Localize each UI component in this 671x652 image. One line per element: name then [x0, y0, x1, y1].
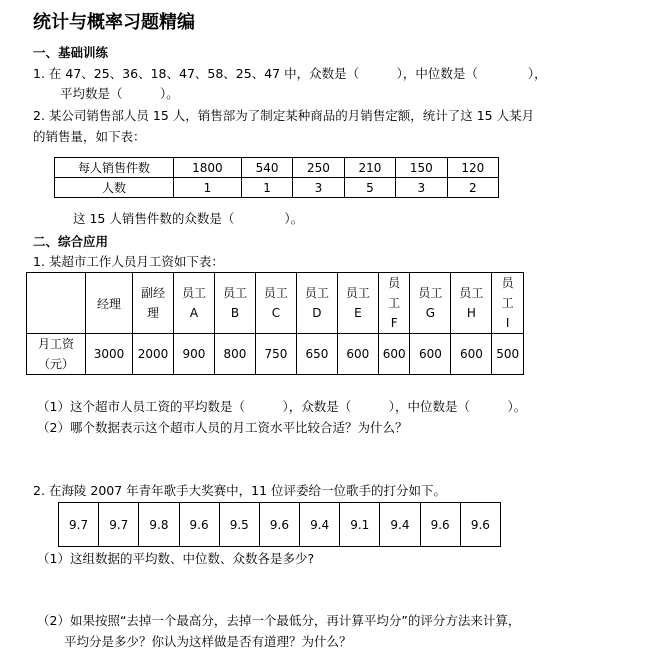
salary-value-row	[27, 334, 524, 375]
c2-q1: （1）这组数据的平均数、中位数、众数各是多少?	[37, 551, 315, 566]
table-cell: 540	[241, 158, 292, 178]
table-header-cell: 员工H	[451, 273, 492, 334]
scores-row	[59, 503, 501, 547]
salary-table	[26, 272, 524, 375]
table-corner-cell	[27, 273, 86, 334]
sales-row-units	[55, 158, 499, 178]
page-title: 统计与概率习题精编	[33, 12, 195, 33]
score-cell: 9.7	[99, 503, 139, 547]
table-header-cell: 副经理	[133, 273, 174, 334]
scores-table	[58, 502, 501, 547]
c2-intro: 2. 在海陵 2007 年青年歌手大奖赛中，11 位评委给一位歌手的打分如下。	[33, 483, 447, 498]
score-cell: 9.6	[420, 503, 460, 547]
c2-q2-line2: 平均分是多少？你认为这样做是否有道理？为什么？	[64, 634, 352, 649]
table-cell: 120	[447, 158, 498, 178]
section-basic-heading: 一、基础训练	[33, 45, 109, 60]
q2-line1: 2. 某公司销售部人员 15 人，销售部为了制定某种商品的月销售定额，统计了这 15 人某月	[33, 108, 535, 123]
sales-table	[54, 157, 499, 198]
table-cell: 210	[344, 158, 395, 178]
score-cell: 9.6	[259, 503, 299, 547]
score-cell: 9.5	[219, 503, 259, 547]
table-header-cell: 员工I	[492, 273, 524, 334]
table-header-cell: 月工资（元）	[27, 334, 86, 375]
table-header-cell: 员工G	[410, 273, 451, 334]
score-cell: 9.4	[300, 503, 340, 547]
table-cell: 150	[396, 158, 447, 178]
salary-header-row	[27, 273, 524, 334]
table-cell: 2000	[133, 334, 174, 375]
table-cell: 900	[174, 334, 215, 375]
table-cell: 600	[451, 334, 492, 375]
table-header-cell: 员工B	[214, 273, 255, 334]
table-cell: 5	[344, 178, 395, 198]
table-header-cell: 员工C	[255, 273, 296, 334]
table-header-cell: 经理	[86, 273, 133, 334]
table-cell: 1	[174, 178, 242, 198]
table-header-cell: 员工E	[337, 273, 378, 334]
table-cell: 1800	[174, 158, 242, 178]
q2-question: 这 15 人销售件数的众数是（ ）。	[73, 211, 304, 226]
section-applied-heading: 二、综合应用	[33, 234, 109, 249]
score-cell: 9.7	[59, 503, 99, 547]
c1-intro: 1. 某超市工作人员月工资如下表：	[33, 254, 224, 269]
table-cell: 750	[255, 334, 296, 375]
score-cell: 9.8	[139, 503, 179, 547]
c1-q1: （1）这个超市人员工资的平均数是（ ），众数是（ ），中位数是（ ）。	[37, 399, 527, 414]
c2-q2-line1: （2）如果按照“去掉一个最高分，去掉一个最低分，再计算平均分”的评分方法来计算，	[37, 613, 521, 628]
table-header-cell: 每人销售件数	[55, 158, 174, 178]
table-header-cell: 人数	[55, 178, 174, 198]
table-cell: 3000	[86, 334, 133, 375]
table-header-cell: 员工D	[296, 273, 337, 334]
table-header-cell: 员工A	[174, 273, 215, 334]
table-cell: 250	[293, 158, 344, 178]
table-cell: 600	[337, 334, 378, 375]
q1-line2: 平均数是（ ）。	[60, 86, 179, 101]
table-cell: 650	[296, 334, 337, 375]
c1-q2: （2）哪个数据表示这个超市人员的月工资水平比较合适？为什么？	[37, 420, 408, 435]
table-cell: 500	[492, 334, 524, 375]
q2-line2: 的销售量，如下表：	[33, 129, 146, 144]
table-cell: 800	[214, 334, 255, 375]
table-cell: 1	[241, 178, 292, 198]
score-cell: 9.1	[340, 503, 380, 547]
table-cell: 3	[293, 178, 344, 198]
score-cell: 9.4	[380, 503, 420, 547]
table-header-cell: 员工F	[378, 273, 410, 334]
score-cell: 9.6	[179, 503, 219, 547]
q1-line1: 1. 在 47、25、36、18、47、58、25、47 中，众数是（ ），中位数是（ ），	[33, 66, 547, 81]
sales-row-people	[55, 178, 499, 198]
score-cell: 9.6	[460, 503, 500, 547]
table-cell: 600	[410, 334, 451, 375]
table-cell: 600	[378, 334, 410, 375]
table-cell: 3	[396, 178, 447, 198]
table-cell: 2	[447, 178, 498, 198]
